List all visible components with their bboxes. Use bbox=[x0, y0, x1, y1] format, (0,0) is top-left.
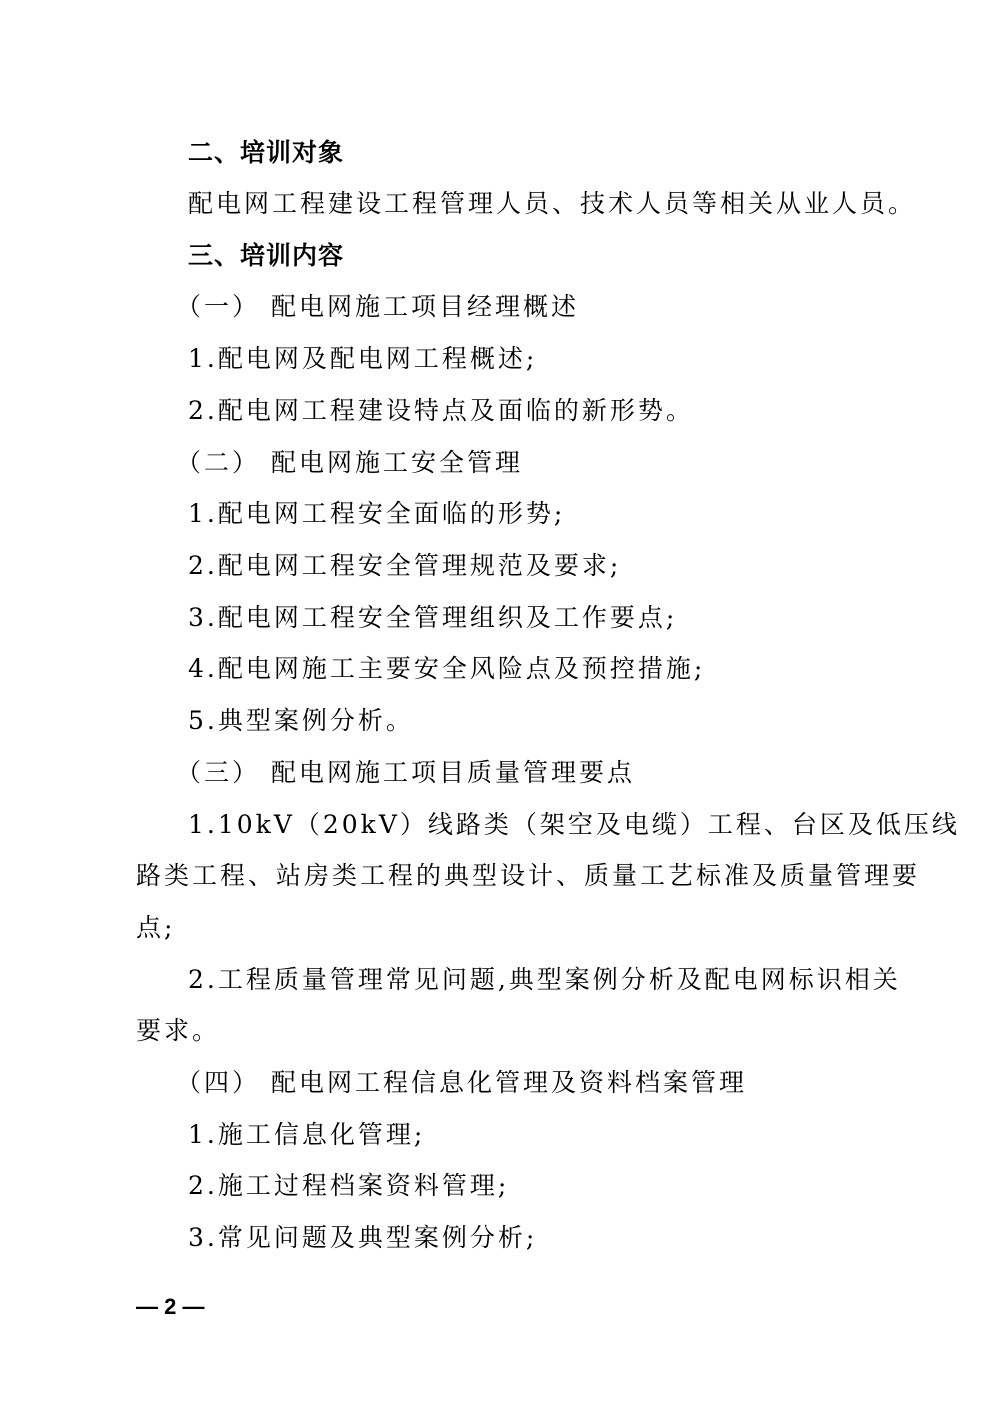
list-item: 5.典型案例分析。 bbox=[188, 706, 414, 735]
paragraph-target: 配电网工程建设工程管理人员、技术人员等相关从业人员。 bbox=[188, 189, 917, 218]
part-title-3: （三） 配电网施工项目质量管理要点 bbox=[176, 758, 635, 787]
list-item: 3.配电网工程安全管理组织及工作要点; bbox=[188, 603, 678, 632]
paragraph-line: 点; bbox=[136, 913, 176, 942]
paragraph-line: 1.10kV（20kV）线路类（架空及电缆）工程、台区及低压线 bbox=[188, 810, 960, 839]
paragraph-line: 2.工程质量管理常见问题,典型案例分析及配电网标识相关 bbox=[188, 965, 901, 994]
list-item: 2.配电网工程安全管理规范及要求; bbox=[188, 551, 622, 580]
part-title-4: （四） 配电网工程信息化管理及资料档案管理 bbox=[176, 1068, 747, 1097]
paragraph-line: 路类工程、站房类工程的典型设计、质量工艺标准及质量管理要 bbox=[136, 861, 921, 890]
list-item: 3.常见问题及典型案例分析; bbox=[188, 1223, 538, 1252]
list-item: 1.配电网及配电网工程概述; bbox=[188, 344, 538, 373]
list-item: 1.配电网工程安全面临的形势; bbox=[188, 499, 566, 528]
list-item: 2.施工过程档案资料管理; bbox=[188, 1171, 510, 1200]
page-number: — 2 — bbox=[136, 1294, 205, 1319]
list-item: 4.配电网施工主要安全风险点及预控措施; bbox=[188, 654, 706, 683]
list-item: 2.配电网工程建设特点及面临的新形势。 bbox=[188, 396, 694, 425]
paragraph-line: 要求。 bbox=[136, 1016, 221, 1045]
section-heading-content: 三、培训内容 bbox=[188, 241, 345, 270]
section-heading-target: 二、培训对象 bbox=[188, 138, 345, 167]
part-title-1: （一） 配电网施工项目经理概述 bbox=[176, 292, 579, 321]
list-item: 1.施工信息化管理; bbox=[188, 1120, 426, 1149]
part-title-2: （二） 配电网施工安全管理 bbox=[176, 448, 523, 477]
